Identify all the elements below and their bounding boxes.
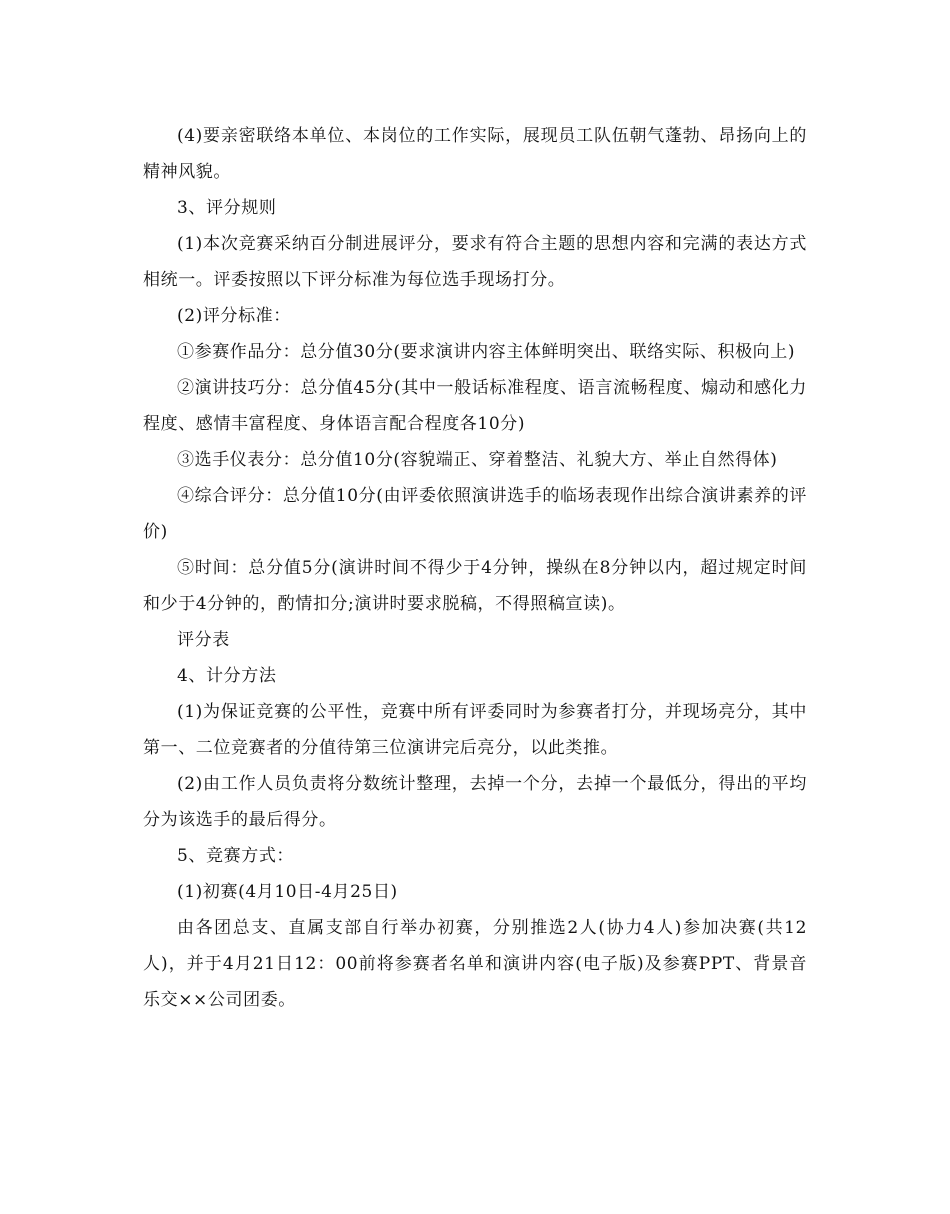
paragraph-preliminary-details: 由各团总支、直属支部自行举办初赛，分别推选2人(协力4人)参加决赛(共12人)，并于4月21日12：00前将参赛者名单和演讲内容(电子版)及参赛PPT、背景音乐交××公司团委。	[143, 918, 807, 1010]
paragraph-standard-overall: ④综合评分：总分值10分(由评委依照演讲选手的临场表现作出综合演讲素养的评价)	[143, 486, 807, 542]
paragraph-method-2: (2)由工作人员负责将分数统计整理，去掉一个分，去掉一个最低分，得出的平均分为该选手的最后得分。	[143, 774, 807, 830]
paragraph-requirement-4: (4)要亲密联络本单位、本岗位的工作实际，展现员工队伍朝气蓬勃、昂扬向上的精神风貌。	[143, 126, 807, 182]
heading-scoring-method: 4、计分方法	[177, 666, 277, 686]
heading-score-table: 评分表	[177, 630, 230, 650]
paragraph-standard-appearance: ③选手仪表分：总分值10分(容貌端正、穿着整洁、礼貌大方、举止自然得体)	[177, 450, 778, 470]
document-body	[143, 118, 807, 1018]
heading-scoring-rules: 3、评分规则	[177, 198, 277, 218]
paragraph-method-1: (1)为保证竞赛的公平性，竞赛中所有评委同时为参赛者打分，并现场亮分，其中第一、二位竞赛者的分值待第三位演讲完后亮分，以此类推。	[143, 702, 807, 758]
paragraph-scoring-rule-1: (1)本次竞赛采纳百分制进展评分，要求有符合主题的思想内容和完满的表达方式相统一。评委按照以下评分标准为每位选手现场打分。	[143, 234, 807, 290]
paragraph-standard-work: ①参赛作品分：总分值30分(要求演讲内容主体鲜明突出、联络实际、积极向上)	[177, 342, 796, 362]
paragraph-scoring-standard: (2)评分标准：	[177, 306, 291, 326]
paragraph-standard-time: ⑤时间：总分值5分(演讲时间不得少于4分钟，操纵在8分钟以内，超过规定时间和少于4分钟的，酌情扣分;演讲时要求脱稿，不得照稿宣读)。	[143, 558, 807, 614]
paragraph-preliminary: (1)初赛(4月10日-4月25日)	[177, 882, 398, 902]
heading-competition-format: 5、竞赛方式：	[177, 846, 295, 866]
paragraph-standard-skill: ②演讲技巧分：总分值45分(其中一般话标准程度、语言流畅程度、煽动和感化力程度、感情丰富程度、身体语言配合程度各10分)	[143, 378, 807, 434]
